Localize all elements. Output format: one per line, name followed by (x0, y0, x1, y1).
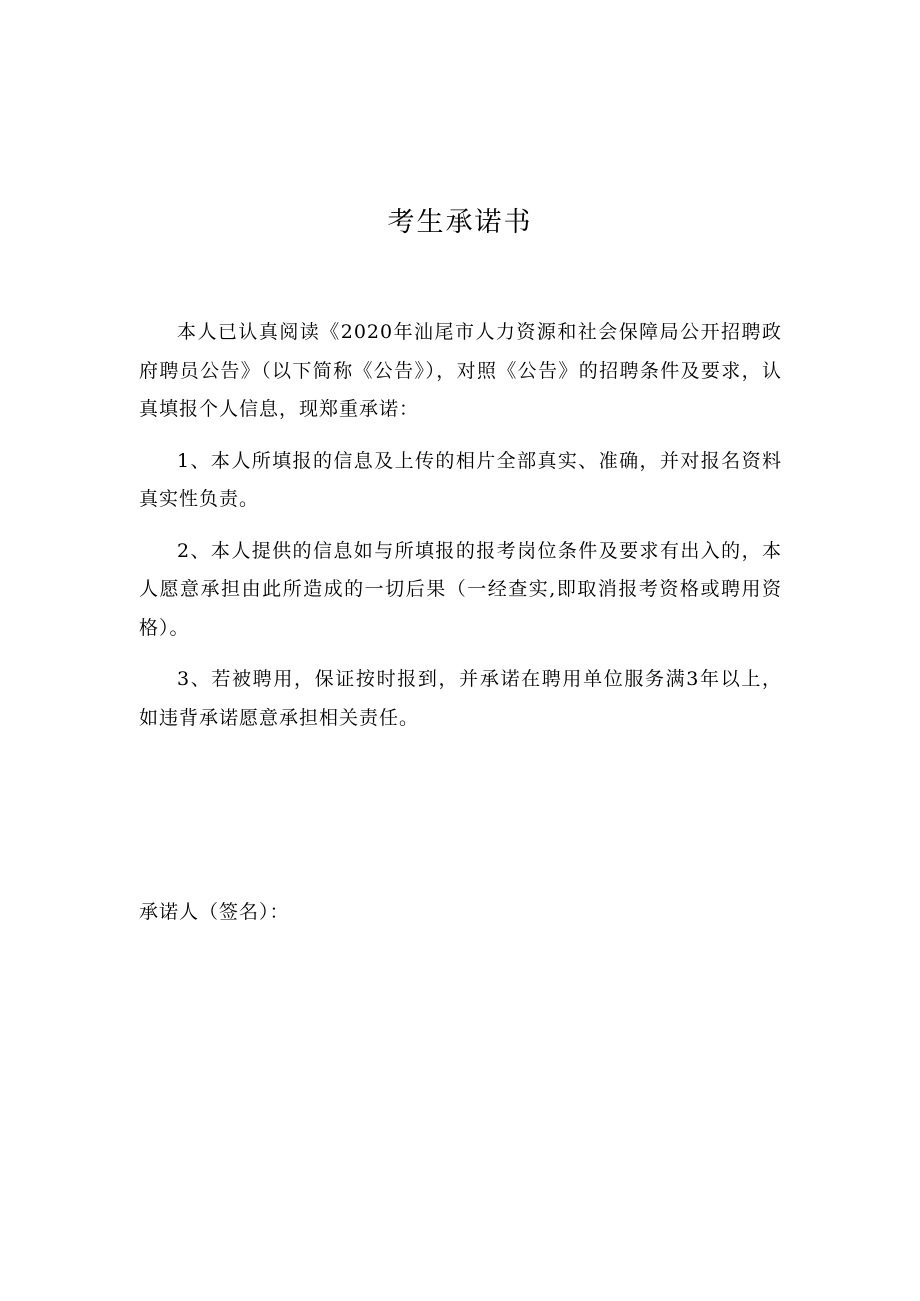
pledge-item-1: 1、本人所填报的信息及上传的相片全部真实、准确，并对报名资料真实性负责。 (139, 449, 782, 510)
intro-paragraph: 本人已认真阅读《2020年汕尾市人力资源和社会保障局公开招聘政府聘员公告》（以下简称《公告》），对照《公告》的招聘条件及要求，认真填报个人信息，现郑重承诺： (139, 321, 782, 420)
pledge-item-2: 2、本人提供的信息如与所填报的报考岗位条件及要求有出入的，本人愿意承担由此所造成的一切后果（一经查实,即取消报考资格或聘用资格）。 (139, 539, 782, 639)
document-title: 考生承诺书 (387, 207, 533, 238)
pledge-item-3: 3、若被聘用，保证按时报到，并承诺在聘用单位服务满3年以上，如违背承诺愿意承担相关责任。 (139, 668, 782, 729)
signature-label: 承诺人（签名）： (139, 901, 290, 923)
document-body (139, 313, 782, 750)
